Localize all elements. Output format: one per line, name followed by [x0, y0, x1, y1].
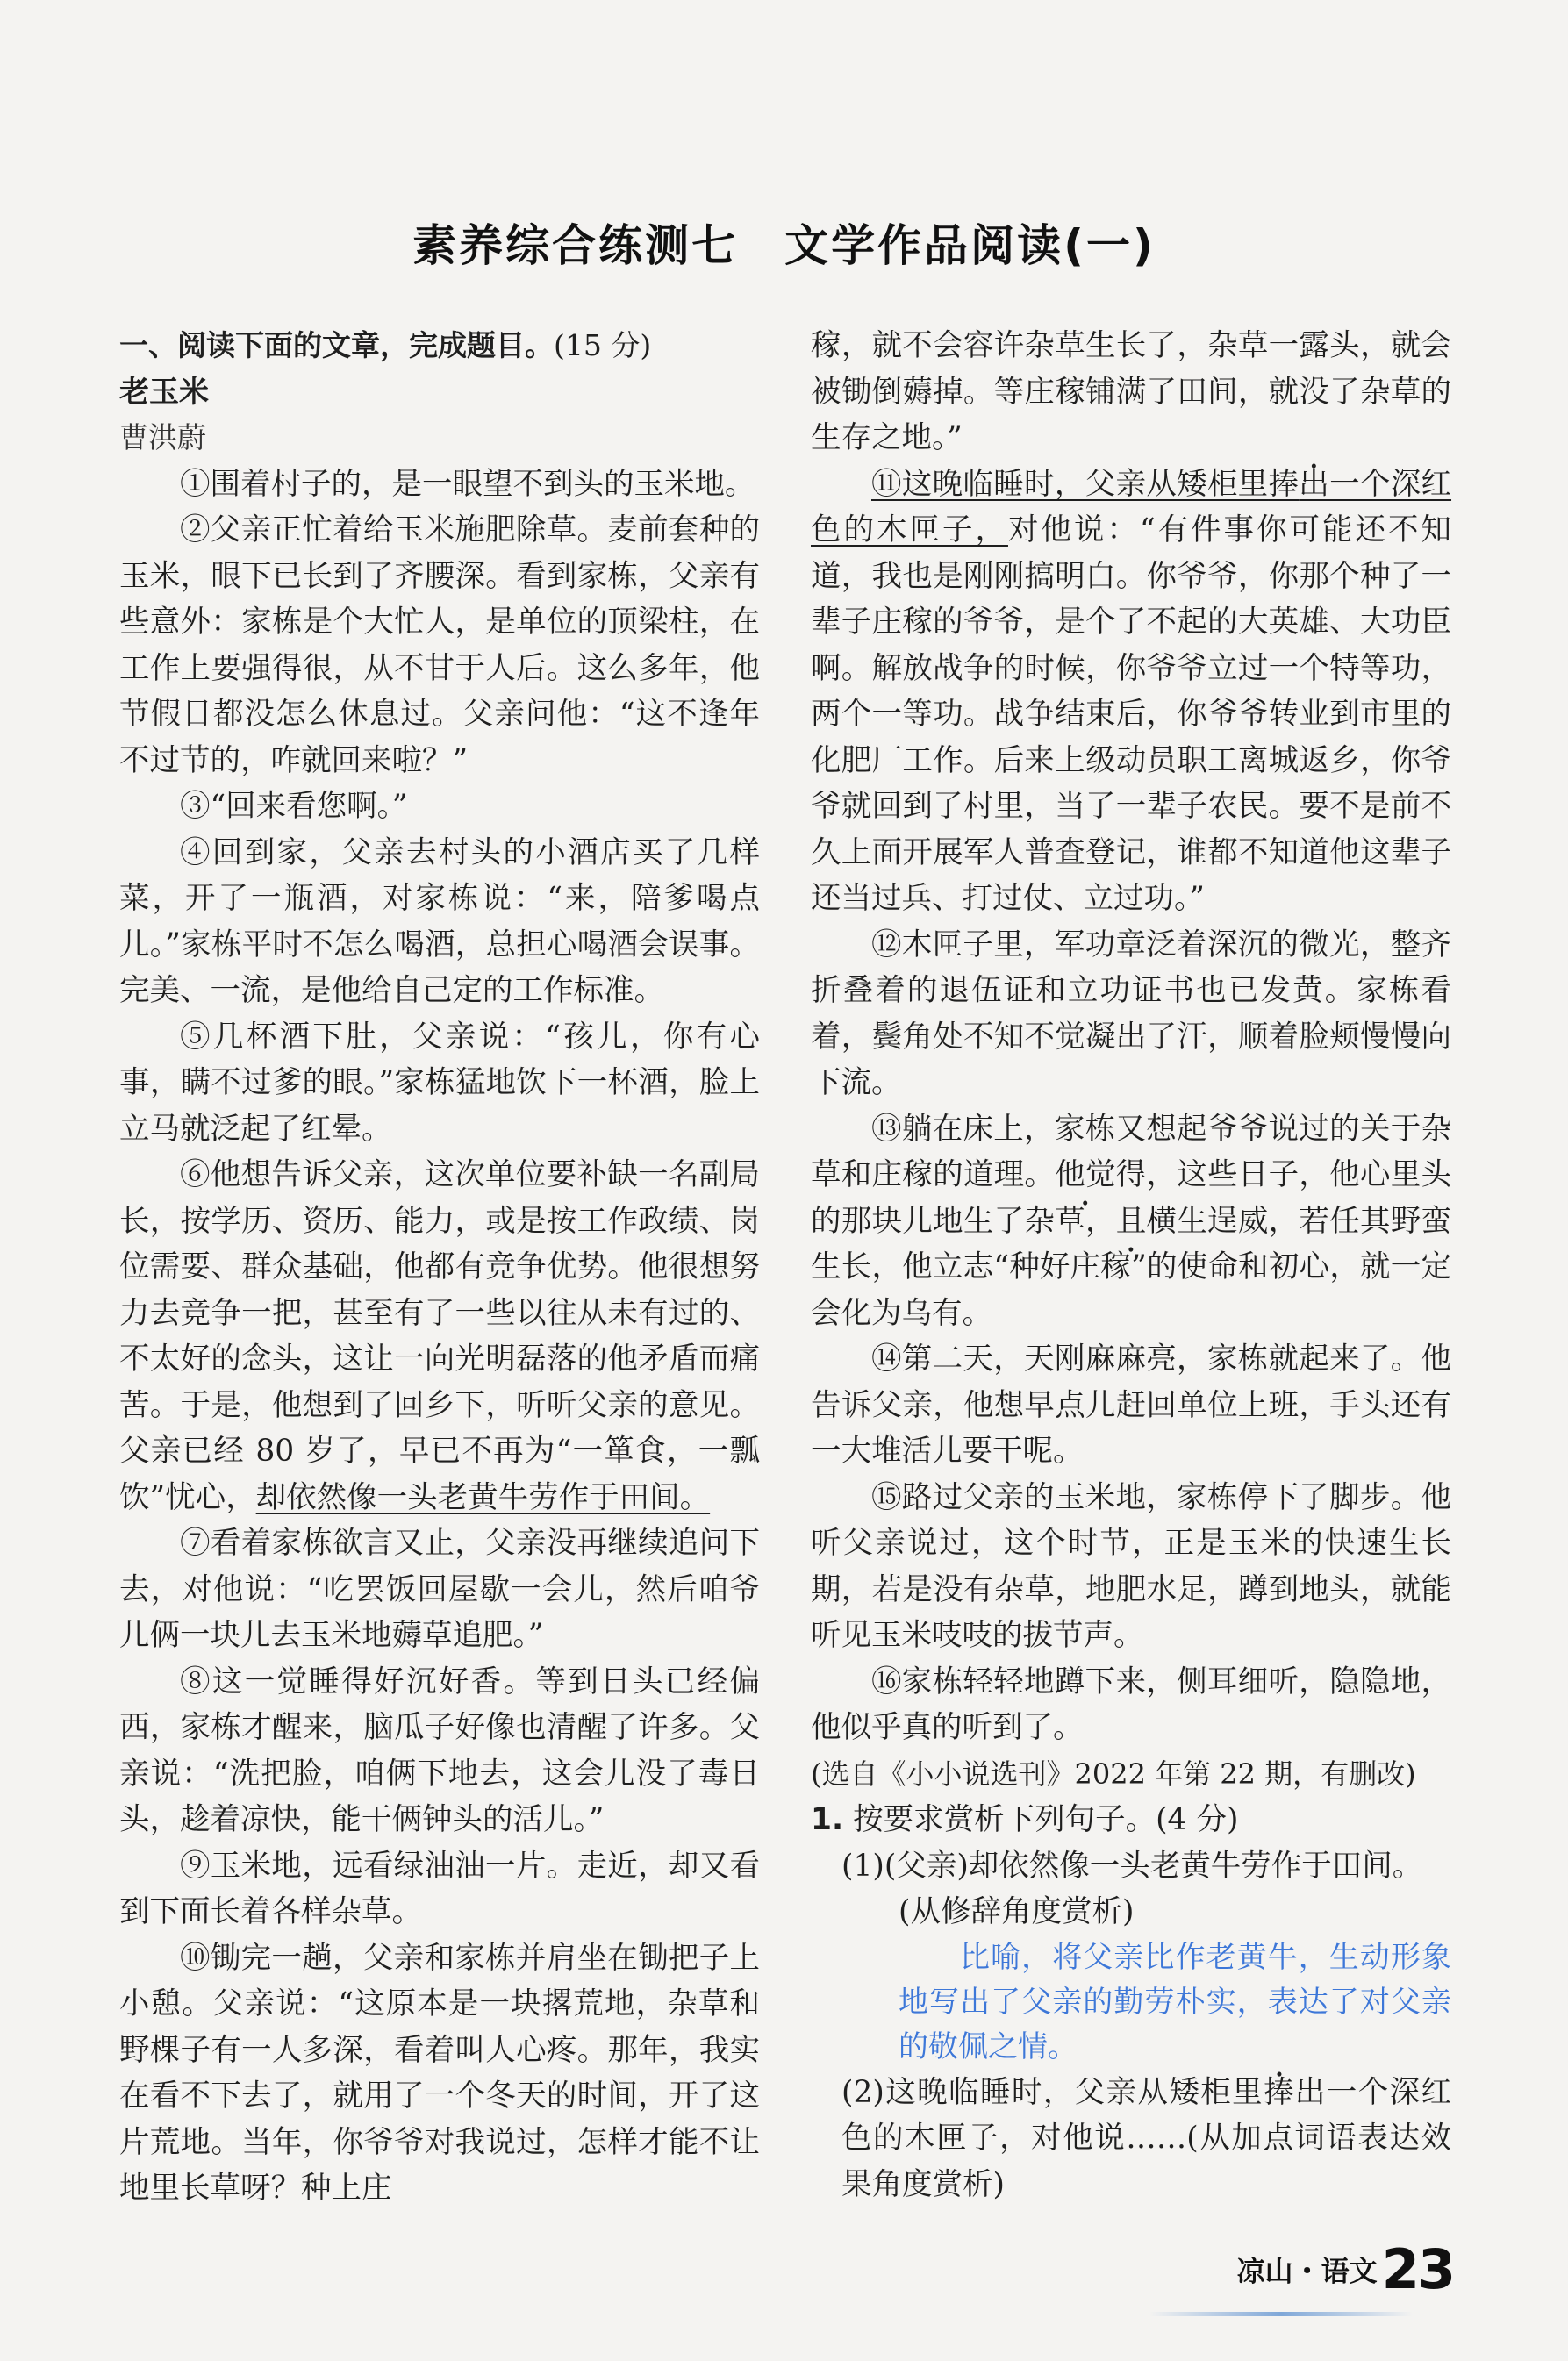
subquestion-1-sentence: 却依然像一头老黄牛劳作于田间。 [968, 1848, 1423, 1884]
story-author: 曹洪蔚 [119, 420, 206, 454]
subquestion-1-instruction: (从修辞角度赏析) [899, 1894, 1135, 1929]
section-heading [119, 323, 760, 369]
paragraph-12: ⑫木匣子里，军功章泛着深沉的微光，整齐折叠着的退伍证和立功证书也已发黄。家栋看着，鬓角处不知不觉凝出了汗，顺着脸颊慢慢向下流。 [811, 927, 1451, 1100]
paragraph-5: ⑤几杯酒下肚，父亲说：“孩儿，你有心事，瞒不过爹的眼。”家栋猛地饮下一杯酒，脸上立马就泛起了红晕。 [119, 1019, 760, 1147]
paragraph-13-text-c: ”的使命和初心，就一定会化为乌有。 [811, 1249, 1452, 1331]
source-note: (选自《小小说选刊》2022 年第 22 期，有删改) [811, 1756, 1416, 1791]
paragraph-11-underlined-start: ⑪这晚临睡时，父亲从矮柜里 [871, 466, 1269, 502]
story-title: 老玉米 [119, 374, 209, 410]
subquestion-2 [811, 2070, 1451, 2208]
paragraph-1: ①围着村子的，是一眼望不到头的玉米地。 [180, 466, 755, 502]
paragraph-14: ⑭第二天，天刚麻麻亮，家栋就起来了。他告诉父亲，他想早点儿赶回单位上班，手头还有一大堆活儿要干呢。 [811, 1341, 1451, 1469]
section-heading-text: 一、阅读下面的文章，完成题目。 [119, 328, 554, 362]
subquestion-2-rest: 出一个深红色的木匣子，对他说……(从加点词语表达效果角度赏析) [841, 2074, 1452, 2202]
paragraph-15: ⑮路过父亲的玉米地，家栋停下了脚步。他听父亲说过，这个时节，正是玉米的快速生长期，若是没有杂草，地肥水足，蹲到地头，就能听见玉米吱吱的拔节声。 [811, 1479, 1451, 1653]
footer-decoration [1149, 2312, 1413, 2316]
page-number: 23 [1381, 2237, 1454, 2301]
paragraph-6 [119, 1152, 760, 1520]
question-1-number: 1. [811, 1802, 844, 1837]
answer-1-text: 比喻，将父亲比作老黄牛，生动形象地写出了父亲的勤劳朴实，表达了对父亲的敬佩之情。 [899, 1939, 1451, 2064]
subquestion-2-dotted-word: 捧 [1264, 2074, 1295, 2110]
paragraph-10: ⑩锄完一趟，父亲和家栋并肩坐在锄把子上小憩。父亲说：“这原本是一块撂荒地，杂草和野棵子有一人多深，看着叫人心疼。那年，我实在看不下去了，就用了一个冬天的时间，开了这片荒地。当年，你爷爷对我说过，怎样才能不让地里长草呀？种上庄 [119, 1940, 760, 2206]
subquestion-1 [811, 1843, 1451, 1890]
paragraph-7: ⑦看着家栋欲言又止，父亲没再继续追问下去，对他说：“吃罢饭回屋歇一会儿，然后咱爷儿俩一块儿去玉米地薅草追肥。” [119, 1526, 760, 1653]
paragraph-11-underlined-end: 出一个深红色的木匣子， [811, 466, 1452, 547]
handwritten-answer-1 [811, 1935, 1451, 2070]
paragraph-3: ③“回来看您啊。” [180, 789, 408, 824]
paragraph-2: ②父亲正忙着给玉米施肥除草。麦前套种的玉米，眼下已长到了齐腰深。看到家栋，父亲有些意外：家栋是个大忙人，是单位的顶梁柱，在工作上要强得很，从不甘于人后。这么多年，他节假日都没怎么休息过。父亲问他：“这不逢年不过节的，咋就回来啦？” [119, 512, 760, 778]
subquestion-2-prefix: (2)这晚临睡时，父亲从矮柜里 [841, 2074, 1264, 2110]
page-footer [1237, 2237, 1454, 2301]
paragraph-9: ⑨玉米地，远看绿油油一片。走近，却又看到下面长着各样杂草。 [119, 1848, 760, 1929]
paragraph-13-text-b: ，且横生逞威，若任其野蛮生长，他立志“种好 [811, 1203, 1452, 1284]
section-score: (15 分) [554, 328, 652, 362]
footer-label: 凉山・语文 [1236, 2254, 1378, 2288]
subquestion-1-prefix: (1)(父亲) [841, 1848, 969, 1884]
right-column [811, 323, 1451, 2207]
question-1-text: 按要求赏析下列句子。(4 分) [853, 1802, 1239, 1837]
paragraph-11 [811, 461, 1451, 922]
paragraph-13-text-a: ⑬躺在床上，家栋又想起爷爷说过的关于杂草和庄稼的道理。他觉得，这些日子，他心里头的那块儿地生了 [811, 1111, 1451, 1239]
paragraph-8: ⑧这一觉睡得好沉好香。等到日头已经偏西，家栋才醒来，脑瓜子好像也清醒了许多。父亲说：“洗把脸，咱俩下地去，这会儿没了毒日头，趁着凉快，能干俩钟头的活儿。” [119, 1663, 760, 1837]
paragraph-6-text: ⑥他想告诉父亲，这次单位要补缺一名副局长，按学历、资历、能力，或是按工作政绩、岗位需要、群众基础，他都有竞争优势。他很想努力去竞争一把，甚至有了一些以往从未有过的、不太好的念头，这让一向光明磊落的他矛盾而痛苦。于是，他想到了回乡下，听听父亲的意见。父亲已经 80 岁了，早已不再为“一箪食，一瓢饮”忧心， [119, 1157, 760, 1515]
left-column [119, 323, 760, 2212]
underlined-sentence-1: 却依然像一头老黄牛劳作于田间。 [255, 1479, 711, 1515]
dotted-word-peng: 捧 [1268, 466, 1300, 502]
dotted-word-zacao: 杂草 [1024, 1203, 1085, 1239]
page-title: 素养综合练测七 文学作品阅读(一) [412, 220, 1156, 271]
question-1 [811, 1797, 1451, 1843]
paragraph-10-continued: 稼，就不会容许杂草生长了，杂草一露头，就会被锄倒薅掉。等庄稼铺满了田间，就没了杂草的生存之地。” [811, 328, 1451, 455]
paragraph-16: ⑯家栋轻轻地蹲下来，侧耳细听，隐隐地，他似乎真的听到了。 [811, 1663, 1451, 1745]
dotted-word-zhuangjia: 庄稼 [1070, 1249, 1132, 1284]
paragraph-11-text: 对他说：“有件事你可能还不知道，我也是刚刚搞明白。你爷爷，你那个种了一辈子庄稼的爷爷，是个了不起的大英雄、大功臣啊。解放战争的时候，你爷爷立过一个特等功，两个一等功。战争结束后，你爷爷转业到市里的化肥厂工作。后来上级动员职工离城返乡，你爷爷就回到了村里，当了一辈子农民。要不是前不久上面开展军人普查登记，谁都不知道他这辈子还当过兵、打过仗、立过功。” [811, 512, 1452, 916]
paragraph-4: ④回到家，父亲去村头的小酒店买了几样菜，开了一瓶酒，对家栋说：“来，陪爹喝点儿。”家栋平时不怎么喝酒，总担心喝酒会误事。完美、一流，是他给自己定的工作标准。 [119, 834, 760, 1008]
paragraph-13 [811, 1106, 1451, 1337]
